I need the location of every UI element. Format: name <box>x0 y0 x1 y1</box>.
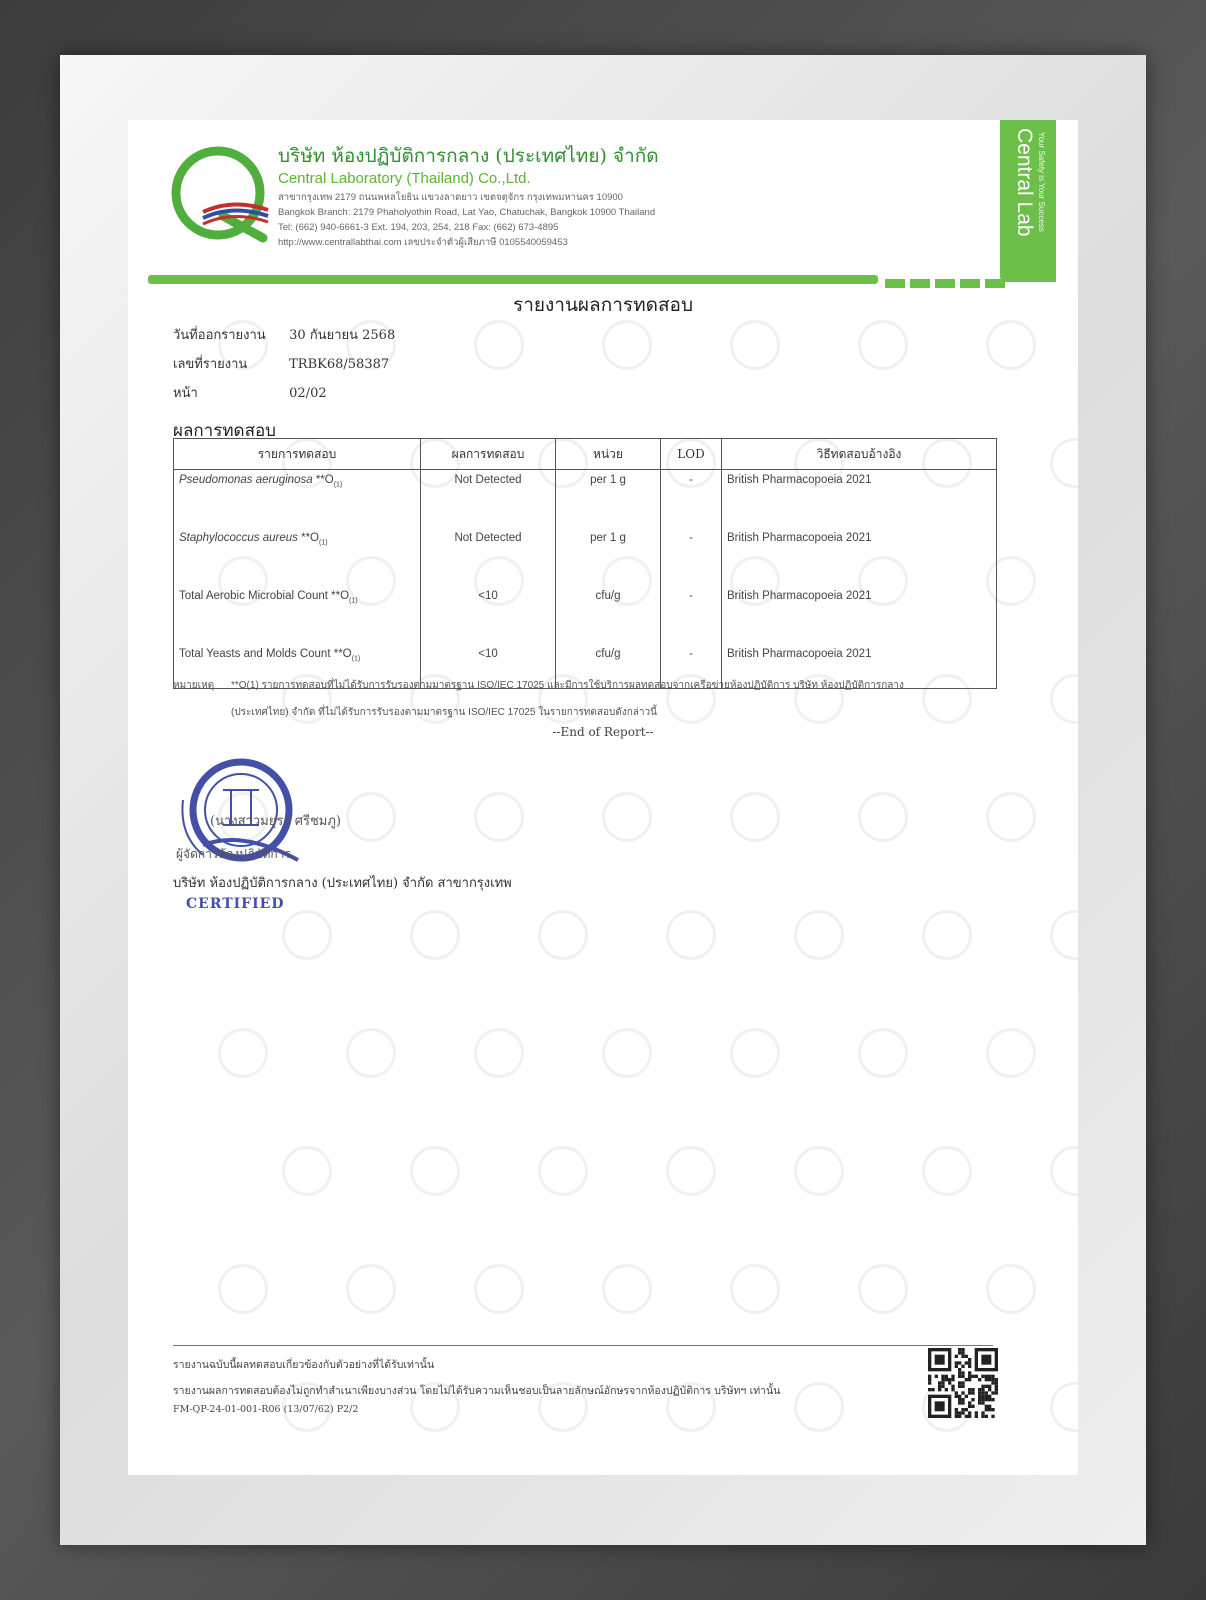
signer-organization: บริษัท ห้องปฏิบัติการกลาง (ประเทศไทย) จำกัด สาขากรุงเทพ <box>173 876 512 891</box>
watermark-mark <box>858 320 908 370</box>
footer-line-1: รายงานฉบับนี้ผลทดสอบเกี่ยวข้องกับตัวอย่างที่ได้รับเท่านั้น <box>173 1359 435 1371</box>
watermark-mark <box>602 1264 652 1314</box>
watermark-mark <box>666 1146 716 1196</box>
watermark-mark <box>986 792 1036 842</box>
watermark-mark <box>666 910 716 960</box>
watermark-mark <box>410 1146 460 1196</box>
table-row <box>174 470 997 529</box>
report-page-value: 02/02 <box>289 386 327 401</box>
test-item-name: Total Aerobic Microbial Count <box>179 590 328 602</box>
watermark-mark <box>858 1264 908 1314</box>
test-item-name: Staphylococcus aureus <box>179 532 298 544</box>
signer-position: ผู้จัดการห้องปฏิบัติการ <box>176 847 291 861</box>
report-date <box>173 324 395 345</box>
unit-cell: cfu/g <box>556 644 661 689</box>
watermark-mark <box>538 910 588 960</box>
watermark-mark <box>794 1146 844 1196</box>
test-item-mark-sub: (1) <box>351 655 361 663</box>
test-item-mark-sub: (1) <box>319 539 328 547</box>
watermark-mark <box>1050 674 1078 724</box>
watermark-mark <box>602 1028 652 1078</box>
watermark-mark <box>730 320 780 370</box>
report-number <box>173 353 389 374</box>
watermark-mark <box>346 792 396 842</box>
watermark-mark <box>730 1028 780 1078</box>
column-header-lod: LOD <box>661 439 722 470</box>
watermark-mark <box>730 1264 780 1314</box>
company-address-en: Bangkok Branch: 2179 Phaholyothin Road, Lat Yao, Chatuchak, Bangkok 10900 Thailand <box>278 207 656 218</box>
watermark-mark <box>346 1264 396 1314</box>
watermark-mark <box>794 910 844 960</box>
method-cell: British Pharmacopoeia 2021 <box>722 470 997 529</box>
watermark-mark <box>410 910 460 960</box>
unit-cell: per 1 g <box>556 470 661 529</box>
watermark-mark <box>858 1028 908 1078</box>
footer-line-2: รายงานผลการทดสอบต้องไม่ถูกทำสำเนาเพียงบางส่วน โดยไม่ได้รับความเห็นชอบเป็นลายลักษณ์อักษรจากห้องปฏิบัติการ บริษัทฯ เท่านั้น <box>173 1385 781 1397</box>
lod-cell: - <box>661 586 722 644</box>
company-name-th: บริษัท ห้องปฏิบัติการกลาง (ประเทศไทย) จำกัด <box>278 145 659 167</box>
company-website: http://www.centrallabthai.com เลขประจำตัวผู้เสียภาษี 0105540059453 <box>278 237 568 248</box>
result-cell: Not Detected <box>421 470 556 529</box>
watermark-mark <box>1050 910 1078 960</box>
test-item-mark-sub: (1) <box>333 481 343 489</box>
watermark-mark <box>474 792 524 842</box>
watermark-mark <box>794 1382 844 1432</box>
column-header-method: วิธีทดสอบอ้างอิง <box>722 439 997 470</box>
watermark-mark <box>986 1264 1036 1314</box>
watermark-mark <box>218 1264 268 1314</box>
note-label: หมายเหตุ <box>173 680 215 691</box>
report-page-number <box>173 382 327 403</box>
method-cell: British Pharmacopoeia 2021 <box>722 528 997 586</box>
unit-cell: per 1 g <box>556 528 661 586</box>
report-date-label: วันที่ออกรายงาน <box>173 328 266 343</box>
watermark-mark <box>474 1264 524 1314</box>
brand-tab <box>1000 120 1056 282</box>
company-address-th: สาขากรุงเทพ 2179 ถนนพหลโยธิน แขวงลาดยาว เขตจตุจักร กรุงเทพมหานคร 10900 <box>278 192 623 203</box>
watermark-mark <box>730 792 780 842</box>
table-row <box>174 528 997 586</box>
company-header <box>278 144 978 250</box>
brand-tab-title: Central Lab <box>1013 128 1036 237</box>
test-item-mark: **O <box>330 648 352 660</box>
report-number-value: TRBK68/58387 <box>289 357 390 372</box>
lod-cell: - <box>661 644 722 689</box>
column-header-unit: หน่วย <box>556 439 661 470</box>
method-cell: British Pharmacopoeia 2021 <box>722 644 997 689</box>
watermark-mark <box>922 910 972 960</box>
results-table <box>173 438 997 689</box>
footer-form-code: FM-QP-24-01-001-R06 (13/07/62) P2/2 <box>173 1404 359 1415</box>
header-divider <box>148 275 878 284</box>
watermark-mark <box>602 792 652 842</box>
watermark-mark <box>986 1028 1036 1078</box>
signer-name: (นางสาวมยุรา ศรีชมภู) <box>210 814 342 829</box>
result-cell: <10 <box>421 586 556 644</box>
company-name-en: Central Laboratory (Thailand) Co.,Ltd. <box>278 170 531 187</box>
section-title: ผลการทดสอบ <box>173 421 276 441</box>
result-cell: Not Detected <box>421 528 556 586</box>
report-number-label: เลขที่รายงาน <box>173 357 248 372</box>
watermark-mark <box>474 1028 524 1078</box>
test-item-name: Total Yeasts and Molds Count <box>179 648 331 660</box>
report-page <box>128 120 1078 1475</box>
test-item-mark: **O <box>297 532 319 544</box>
note-line-2: (ประเทศไทย) จำกัด ที่ไม่ได้รับการรับรองตามมาตรฐาน ISO/IEC 17025 ในรายการทดสอบดังกล่าวนี้ <box>231 707 657 718</box>
qr-code <box>928 1348 998 1418</box>
watermark-mark <box>474 320 524 370</box>
watermark-mark <box>346 1028 396 1078</box>
results-table-header <box>174 439 997 470</box>
company-phone: Tel: (662) 940-6661-3 Ext. 194, 203, 254, 218 Fax: (662) 673-4895 <box>278 222 559 233</box>
end-of-report: --End of Report-- <box>552 725 654 739</box>
report-title: รายงานผลการทดสอบ <box>512 294 694 316</box>
watermark-mark <box>218 1028 268 1078</box>
column-header-result: ผลการทดสอบ <box>421 439 556 470</box>
watermark-mark <box>986 320 1036 370</box>
report-page-label: หน้า <box>173 386 198 401</box>
watermark-mark <box>1050 438 1078 488</box>
watermark-mark <box>1050 1382 1078 1432</box>
result-cell: <10 <box>421 644 556 689</box>
test-item-mark: **O <box>312 474 334 486</box>
watermark-mark <box>858 792 908 842</box>
test-item-name: Pseudomonas aeruginosa <box>179 474 313 486</box>
test-item-cell <box>174 470 421 529</box>
watermark-mark <box>282 1146 332 1196</box>
watermark-mark <box>602 320 652 370</box>
brand-tab-slogan: Your Safety is Your Success <box>1037 132 1046 232</box>
footer-divider <box>173 1345 993 1346</box>
certified-label: CERTIFIED <box>186 896 285 912</box>
test-item-mark-sub: (1) <box>349 597 358 605</box>
lod-cell: - <box>661 470 722 529</box>
method-cell: British Pharmacopoeia 2021 <box>722 586 997 644</box>
report-note <box>173 672 1043 726</box>
column-header-item: รายการทดสอบ <box>174 439 421 470</box>
watermark-mark <box>922 1146 972 1196</box>
report-date-value: 30 กันยายน 2568 <box>289 328 396 343</box>
company-logo <box>163 138 273 248</box>
note-line-1: **O(1) รายการทดสอบที่ไม่ได้รับการรับรองตามมาตรฐาน ISO/IEC 17025 และมีการใช้บริการผลทดสอบจากเครือข่ายห้องปฏิบัติการ บริษัท ห้องปฏิบัติการกลาง <box>231 680 904 691</box>
table-row <box>174 586 997 644</box>
test-item-cell <box>174 528 421 586</box>
watermark-mark <box>1050 1146 1078 1196</box>
watermark-mark <box>282 910 332 960</box>
unit-cell: cfu/g <box>556 586 661 644</box>
lod-cell: - <box>661 528 722 586</box>
test-item-cell <box>174 586 421 644</box>
test-item-mark: **O <box>327 590 350 602</box>
watermark-mark <box>538 1146 588 1196</box>
